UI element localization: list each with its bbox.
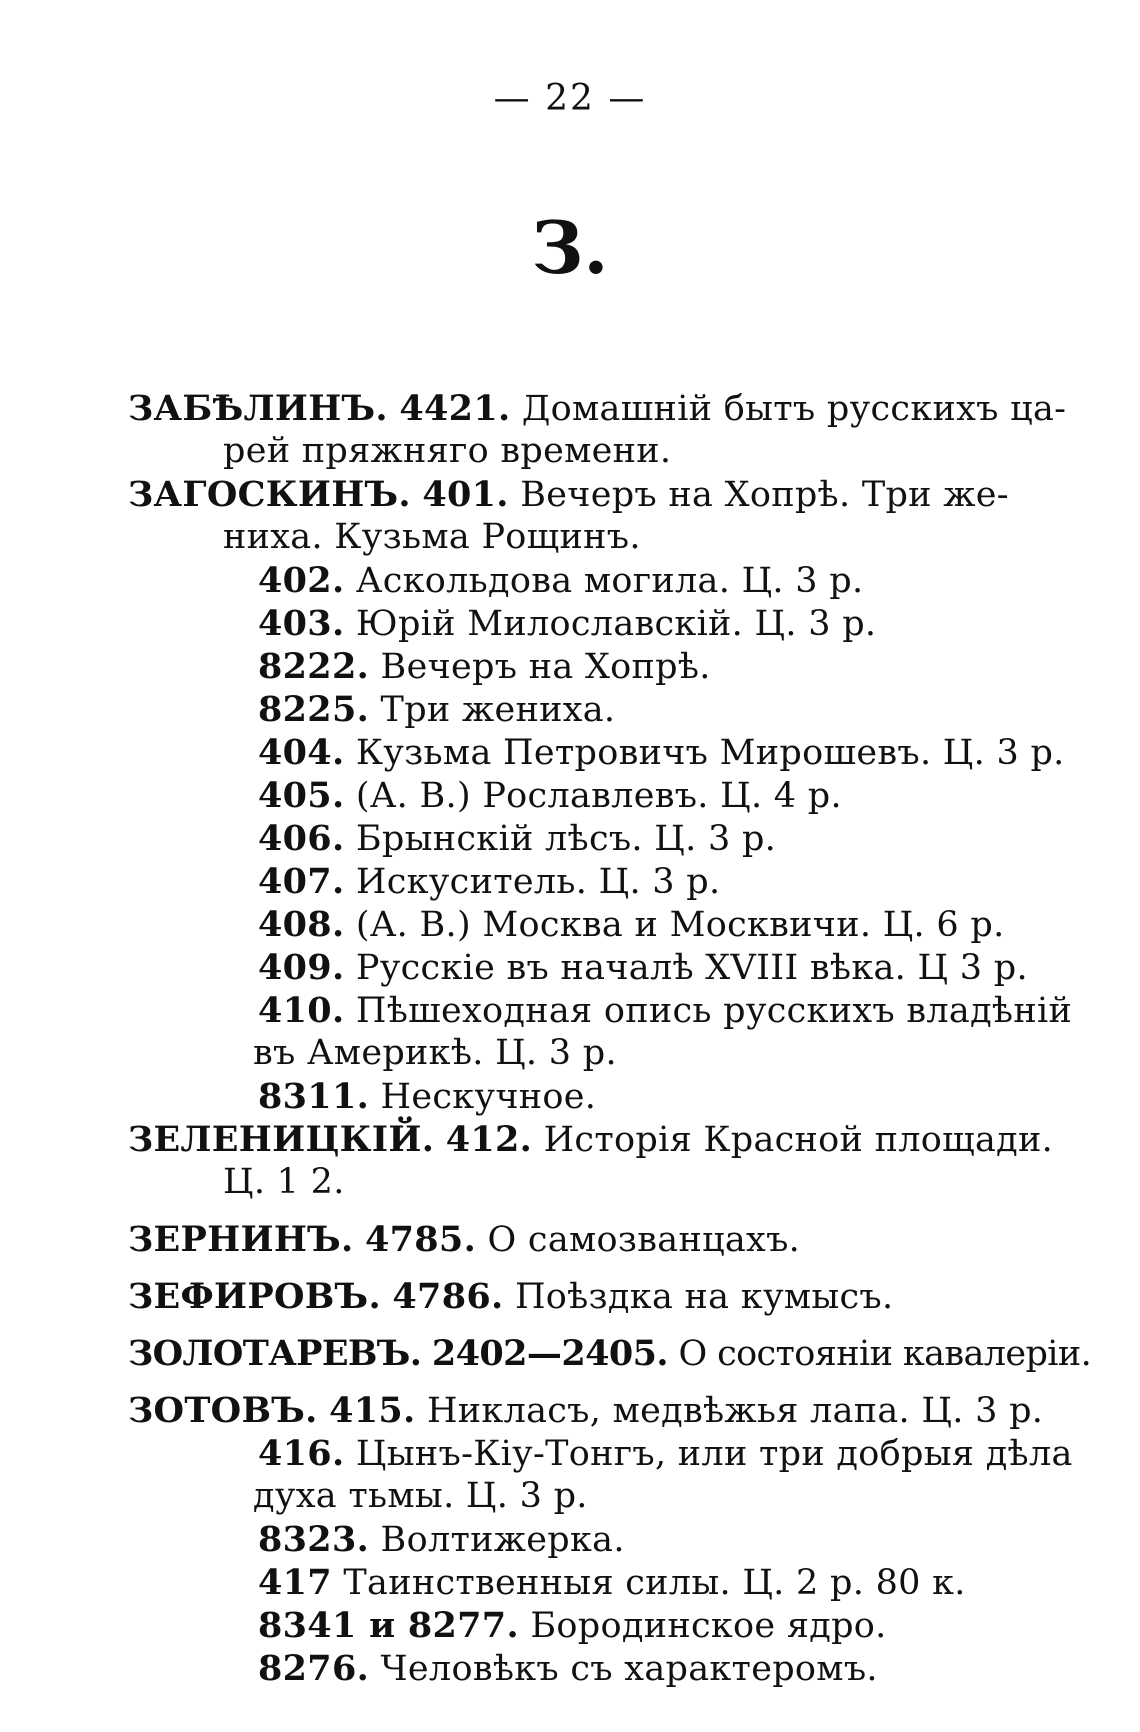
- author-name: ЗАГОСКИНЪ.: [128, 474, 411, 515]
- catalog-line: [128, 817, 1008, 860]
- catalog-number: 407.: [258, 861, 345, 902]
- catalog-line: [128, 1561, 1008, 1604]
- catalog-line: [128, 387, 1067, 430]
- catalog-number: 415.: [329, 1390, 416, 1431]
- catalog-line: [128, 1604, 1008, 1647]
- catalog-line: [128, 1032, 1008, 1075]
- entry-title: Вечеръ на Хопрѣ.: [380, 647, 711, 687]
- catalog-line: [128, 1475, 1008, 1518]
- catalog-number: 8323.: [258, 1519, 370, 1560]
- entry-title: Аскольдова могила. Ц. 3 р.: [355, 561, 864, 601]
- catalog-line: [128, 731, 1065, 774]
- catalog-line: [128, 1161, 1008, 1204]
- catalog-number: 405.: [258, 775, 345, 816]
- catalog-line: [128, 559, 1008, 602]
- catalog-entries: [128, 387, 1092, 1690]
- catalog-number: 8311.: [258, 1076, 370, 1117]
- catalog-line: [128, 1275, 1008, 1318]
- entry-title: О состояніи кавалеріи.: [678, 1334, 1092, 1374]
- catalog-line: [128, 1432, 1073, 1475]
- page-number: — 22 —: [493, 78, 647, 119]
- catalog-number: 8225.: [258, 689, 370, 730]
- catalog-line: [128, 903, 1008, 946]
- entry-title: Пѣшеходная опись русскихъ владѣній: [355, 991, 1073, 1031]
- catalog-number: 412.: [445, 1119, 533, 1160]
- catalog-number: 404.: [258, 732, 345, 773]
- catalog-line: [128, 516, 1008, 559]
- author-name: ЗОТОВЪ.: [128, 1390, 318, 1431]
- section-letter: З.: [531, 205, 609, 290]
- catalog-number: 408.: [258, 904, 345, 945]
- catalog-line: [128, 1075, 1008, 1118]
- entry-title: Поѣздка на кумысъ.: [514, 1277, 894, 1317]
- catalog-line: [128, 1389, 1044, 1432]
- entry-title: ниха. Кузьма Рощинъ.: [223, 517, 641, 557]
- catalog-number: 8341 и 8277.: [258, 1605, 519, 1646]
- entry-title: Человѣкъ съ характеромъ.: [380, 1649, 878, 1689]
- catalog-line: [128, 860, 1008, 903]
- catalog-number: 409.: [258, 947, 345, 988]
- catalog-line: [128, 430, 1008, 473]
- entry-title: Три жениха.: [380, 690, 616, 730]
- entry-title: О самозванцахъ.: [487, 1220, 801, 1260]
- entry-title: Домашній бытъ русскихъ ца-: [521, 389, 1067, 429]
- entry-title: (А. В.) Москва и Москвичи. Ц. 6 р.: [355, 905, 1005, 945]
- entry-title: Ц. 1 2.: [223, 1162, 345, 1202]
- entry-title: духа тьмы. Ц. 3 р.: [253, 1476, 588, 1516]
- entry-title: Таинственныя силы. Ц. 2 р. 80 к.: [343, 1563, 966, 1603]
- entry-title: Искуситель. Ц. 3 р.: [355, 862, 721, 902]
- catalog-line: [128, 645, 1008, 688]
- entry-title: Юрій Милославскій. Ц. 3 р.: [355, 604, 877, 644]
- catalog-number: 2402—2405.: [431, 1333, 668, 1374]
- catalog-number: 402.: [258, 560, 345, 601]
- catalog-number: 403.: [258, 603, 345, 644]
- author-name: ЗАБѢЛИНЪ.: [128, 388, 388, 429]
- catalog-number: 4786.: [392, 1276, 504, 1317]
- author-name: ЗОЛОТАРЕВЪ.: [128, 1333, 422, 1374]
- catalog-line: [128, 1118, 1054, 1161]
- catalog-line: [128, 989, 1073, 1032]
- author-name: ЗЕРНИНЪ.: [128, 1219, 354, 1260]
- catalog-number: 8276.: [258, 1648, 370, 1689]
- author-name: ЗЕФИРОВЪ.: [128, 1276, 381, 1317]
- entry-title: Нескучное.: [380, 1077, 597, 1117]
- catalog-line: [128, 1518, 1008, 1561]
- entry-title: Бородинское ядро.: [530, 1606, 887, 1646]
- catalog-number: 4785.: [364, 1219, 477, 1260]
- entry-title: въ Америкѣ. Ц. 3 р.: [253, 1033, 617, 1073]
- catalog-number: 8222.: [258, 646, 370, 687]
- catalog-line: [128, 473, 1008, 516]
- entry-title: Вечеръ на Хопрѣ. Три же-: [520, 475, 1009, 515]
- catalog-line: [128, 688, 1008, 731]
- entry-title: Никласъ, медвѣжья лапа. Ц. 3 р.: [426, 1391, 1044, 1431]
- author-name: ЗЕЛЕНИЦКІЙ.: [128, 1119, 435, 1160]
- catalog-number: 401.: [422, 474, 509, 515]
- entry-title: Исторія Красной площади.: [543, 1120, 1054, 1160]
- entry-title: (А. В.) Рославлевъ. Ц. 4 р.: [355, 776, 842, 816]
- catalog-line: [128, 1218, 1008, 1261]
- catalog-line: [128, 946, 1028, 989]
- catalog-number: 406.: [258, 818, 345, 859]
- entry-title: Волтижерка.: [380, 1520, 625, 1560]
- catalog-line: [128, 602, 1008, 645]
- catalog-number: 410.: [258, 990, 345, 1031]
- catalog-line: [128, 774, 1008, 817]
- catalog-line: [128, 1647, 1008, 1690]
- catalog-number: 416.: [258, 1433, 345, 1474]
- entry-title: Русскіе въ началѣ XVIII вѣка. Ц 3 р.: [355, 948, 1028, 988]
- entry-title: Брынскій лѣсъ. Ц. 3 р.: [355, 819, 777, 859]
- catalog-number: 4421.: [399, 388, 511, 429]
- catalog-line: [128, 1332, 1092, 1375]
- entry-title: Цынъ-Кіу-Тонгъ, или три добрыя дѣла: [355, 1434, 1073, 1474]
- entry-title: рей пряжняго времени.: [223, 431, 672, 471]
- entry-title: Кузьма Петровичъ Мирошевъ. Ц. 3 р.: [355, 733, 1065, 773]
- catalog-number: 417: [258, 1562, 332, 1603]
